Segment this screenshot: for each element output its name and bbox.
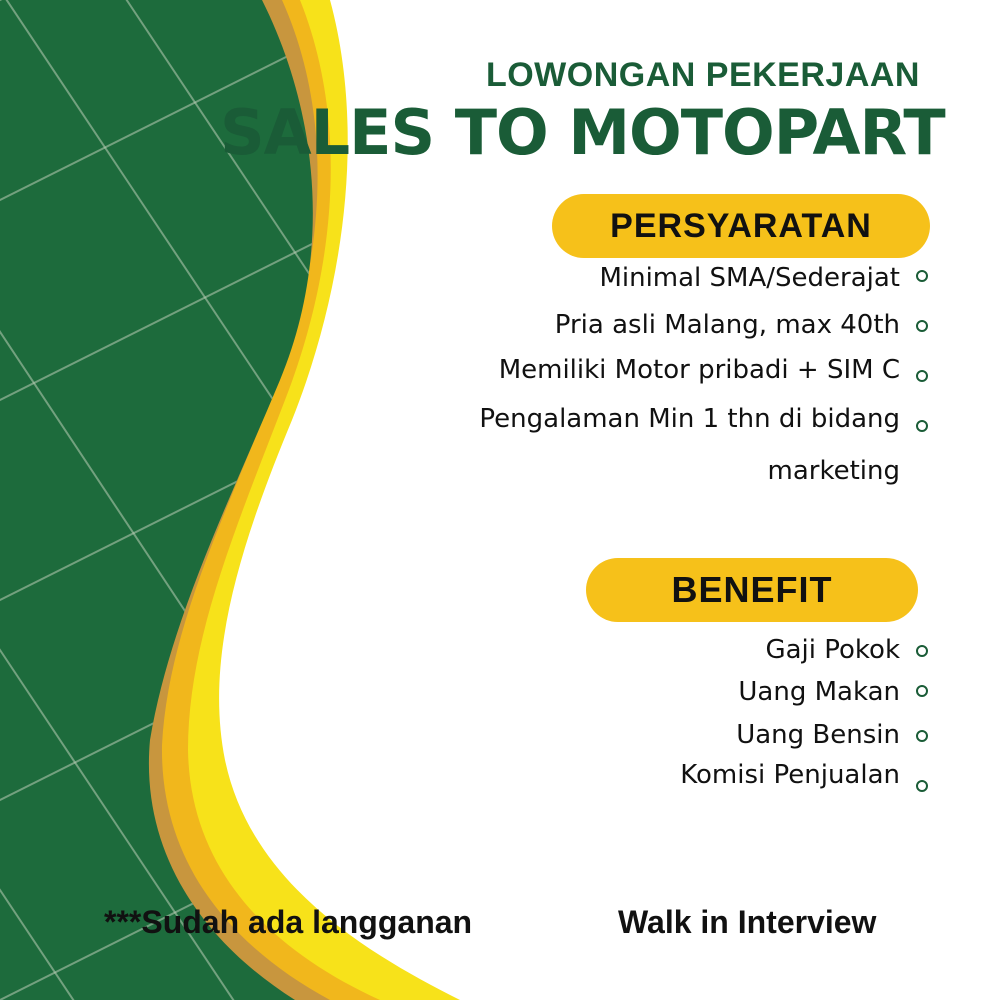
- footer-note: ***Sudah ada langganan: [104, 904, 473, 940]
- benefit-item: Gaji Pokok: [765, 635, 900, 665]
- benefits-heading: BENEFIT: [586, 558, 918, 622]
- benefit-item: Komisi Penjualan: [680, 760, 900, 790]
- circle-outline-icon: [916, 645, 928, 657]
- circle-outline-icon: [916, 370, 928, 382]
- requirements-heading: PERSYARATAN: [552, 194, 930, 258]
- requirement-item: Pria asli Malang, max 40th: [554, 310, 900, 340]
- benefit-item: Uang Bensin: [736, 720, 900, 750]
- circle-outline-icon: [916, 320, 928, 332]
- circle-outline-icon: [916, 730, 928, 742]
- circle-outline-icon: [916, 685, 928, 697]
- requirement-item: Memiliki Motor pribadi + SIM C: [498, 355, 900, 385]
- footer-interview: Walk in Interview: [618, 904, 877, 940]
- benefit-item: Uang Makan: [738, 677, 900, 707]
- circle-outline-icon: [916, 270, 928, 282]
- requirement-item: Minimal SMA/Sederajat: [599, 263, 900, 293]
- requirement-item: Pengalaman Min 1 thn di bidang: [479, 404, 900, 434]
- requirement-item-continuation: marketing: [767, 456, 900, 486]
- circle-outline-icon: [916, 420, 928, 432]
- circle-outline-icon: [916, 780, 928, 792]
- poster-subtitle: LOWONGAN PEKERJAAN: [485, 56, 920, 94]
- poster-headline: SALES TO MOTOPART: [220, 96, 945, 169]
